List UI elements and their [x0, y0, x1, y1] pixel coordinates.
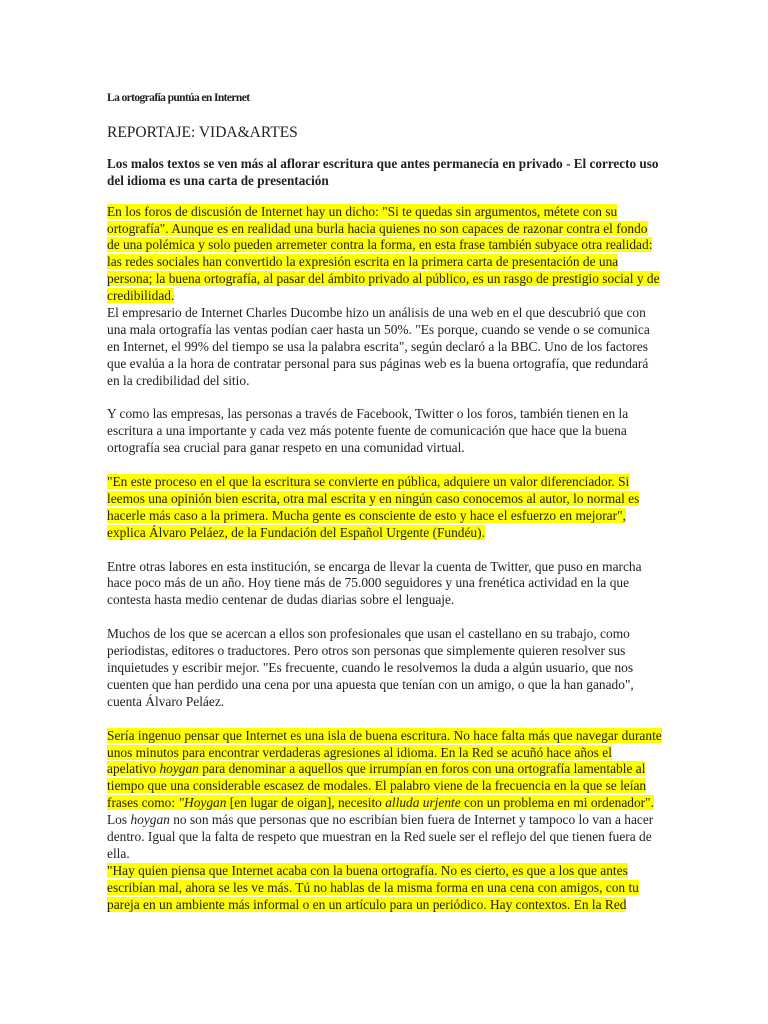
text-segment: Sería ingenuo pensar que Internet es una isla de buena escritura. No hace falta más que navegar durante unos minutos para encontrar verdaderas agresiones al idioma. En la Red se acuñó hace años el apelativo: [107, 727, 662, 777]
paragraph-4: [107, 474, 662, 542]
paragraph-2: El empresario de Internet Charles Ducombe hizo un análisis de una web en el que descubrió que con una mala ortografía las ventas podían caer hasta un 50%. "Es porque, cuando se vende o se comunica en Internet, el 99% del tiempo se usa la palabra escrita", según declaró a la BBC. Uno de los factores que evalúa a la hora de contratar personal para sus páginas web es la buena ortografía, que redundará en la credibilidad del sitio.: [107, 305, 650, 388]
text-segment: [en lugar de oigan], necesito: [226, 795, 386, 811]
italic-term: hoygan: [130, 812, 170, 828]
article: [107, 91, 662, 914]
article-lead: Los malos textos se ven más al aflorar escritura que antes permanecía en privado - El correcto uso del idioma es una carta de presentación: [107, 156, 659, 188]
paragraph-7: [107, 728, 662, 813]
section-label: REPORTAJE: VIDA&ARTES: [107, 124, 298, 141]
paragraph-3: Y como las empresas, las personas a través de Facebook, Twitter o los foros, también tienen en la escritura a una importante y cada vez más potente fuente de comunicación que hace que la buena ortografía sea crucial para ganar respeto en una comunidad virtual.: [107, 406, 629, 456]
text-segment: con un problema en mi ordenador".: [460, 795, 654, 811]
paragraph-8: [107, 812, 662, 863]
text-segment: no son más que personas que no escribían bien fuera de Internet y tampoco lo van a hacer dentro. Igual que la falta de respeto que muestran en la Red suele ser el reflejo del que tienen fuera de ella.: [107, 812, 654, 861]
highlighted-text: [107, 728, 662, 811]
paragraph-6: Muchos de los que se acercan a ellos son profesionales que usan el castellano en su trabajo, como periodistas, editores o traductores. Pero otros son personas que simplemente quieren resolver sus inquietudes y escribir mejor. "Es frecuente, cuando le resolvemos la duda a algún usuario, que nos cuenten que han perdido una cena por una apuesta que tenían con un amigo, o que la han ganado", cuenta Álvaro Peláez.: [107, 626, 634, 709]
article-title: La ortografía puntúa en Internet: [107, 92, 250, 104]
text-segment: Los: [107, 812, 131, 828]
highlighted-text: "Hay quien piensa que Internet acaba con la buena ortografía. No es cierto, es que a los que antes escribían mal, ahora se les ve más. Tú no hablas de la misma forma en una cena con amigos, con tu pareja en un ambiente más informal o en un artículo para un periódico. Hay contextos. En la Red: [107, 862, 639, 912]
italic-term: hoygan: [159, 761, 199, 777]
text-segment: para denominar a aquellos que irrumpían en foros con una ortografía lamentable al tiempo que una considerable escasez de modales. El palabro viene de la frecuencia en la que se leían frases como:: [107, 761, 647, 811]
paragraph-5: Entre otras labores en esta institución, se encarga de llevar la cuenta de Twitter, que puso en marcha hace poco más de un año. Hoy tiene más de 75.000 seguidores y una frenética actividad en la que contesta hasta medio centenar de dudas diarias sobre el lenguaje.: [107, 558, 642, 608]
paragraph-9: [107, 863, 662, 914]
paragraph-1: [107, 204, 662, 305]
italic-term: alluda urjente: [385, 795, 461, 811]
highlighted-text: "En este proceso en el que la escritura se convierte en pública, adquiere un valor diferenciador. Si leemos una opinión bien escrita, otra mal escrita y en ningún caso conocemos al autor, lo normal es hacerle más caso a la primera. Mucha gente es consciente de esto y hace el esfuerzo en mejorar", explica Álvaro Peláez, de la Fundación del Español Urgente (Fundéu).: [107, 474, 640, 540]
italic-term: "Hoygan: [178, 795, 227, 811]
highlighted-text: En los foros de discusión de Internet hay un dicho: "Si te quedas sin argumentos, métete con su ortografía". Aunque es en realidad una burla hacia quienes no son capaces de razonar contra el fondo de una polémica y solo pueden arremeter contra la forma, en esta frase también subyace otra realidad: las redes sociales han convertido la expresión escrita en la primera carta de presentación de una persona; la buena ortografía, al pasar del ámbito privado al público, es un rasgo de prestigio social y de credibilidad.: [107, 203, 660, 304]
